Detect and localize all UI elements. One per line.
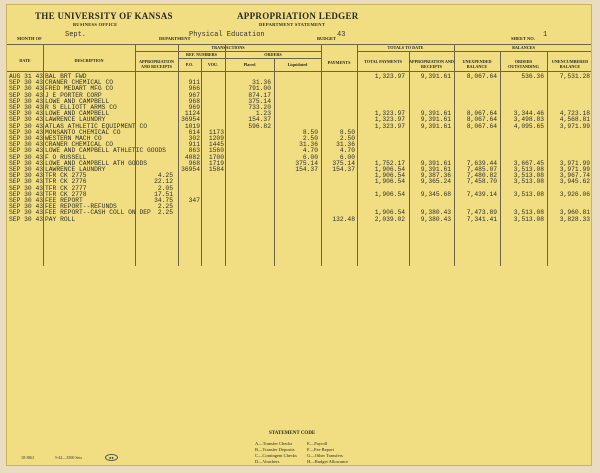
cell-outstanding: 536.36 (521, 73, 544, 80)
cell-po: 1124 (184, 110, 200, 118)
code-a: A—Transfer Checks (255, 441, 293, 446)
month-value: Sept. (65, 31, 87, 39)
col-placed: Placed (243, 62, 256, 67)
cell-approp-receipts: 9,391.61 (420, 122, 451, 130)
cell-date: SEP 30 43 (9, 122, 44, 130)
cell-total-payments: 1,323.97 (374, 110, 405, 118)
cell-approp-receipts: 9,345.68 (420, 190, 451, 198)
statement-code-title: STATEMENT CODE (269, 431, 316, 436)
cell-date: SEP 30 43 (9, 197, 44, 204)
col-ref-numbers: REF. NUMBERS (185, 52, 218, 57)
cell-po: 911 (188, 141, 200, 149)
cell-unencumbered: 3,960.81 (559, 209, 590, 217)
department-statement-label: DEPARTMENT STATEMENT (259, 22, 326, 27)
cell-date: SEP 30 43 (9, 104, 44, 111)
cell-po: 614 (188, 128, 200, 136)
cell-unencumbered: 3,828.33 (559, 215, 590, 223)
cell-liquidated: 154.37 (295, 166, 318, 173)
cell-date: SEP 30 43 (9, 166, 44, 173)
cell-total-payments: 1,906.54 (374, 178, 405, 186)
cell-placed: 31.36 (252, 79, 271, 87)
col-po: P.O. (185, 62, 194, 67)
cell-payments: 132.48 (332, 215, 355, 223)
cell-date: SEP 30 43 (9, 147, 44, 155)
cell-date: SEP 30 43 (9, 79, 44, 87)
cell-approp: 4.25 (157, 172, 173, 180)
cell-placed: 375.14 (248, 97, 271, 105)
cell-outstanding: 3,513.08 (513, 209, 544, 217)
cell-desc: LOWE AND CAMPBELL (45, 97, 110, 105)
cell-vou: 1173 (208, 128, 224, 136)
form-number: 18-3861 (21, 455, 35, 460)
cell-date: SEP 30 43 (9, 184, 44, 192)
cell-placed: 596.82 (248, 122, 271, 130)
col-total-payments: TOTAL PAYMENTS (364, 59, 402, 64)
cell-placed: 154.37 (248, 116, 271, 124)
cell-po: 1019 (184, 122, 200, 130)
cell-date: SEP 30 43 (9, 203, 44, 211)
col-transactions: TRANSACTIONS (211, 45, 245, 50)
cell-payments: 375.14 (332, 159, 355, 167)
cell-unexpended: 7,485.07 (466, 166, 497, 173)
cell-desc: FEE REPORT--CASH COLL ON DEP (45, 209, 151, 217)
cell-payments: 8.50 (339, 128, 355, 136)
budget-label: BUDGET (317, 36, 337, 41)
cell-approp: 34.75 (154, 197, 173, 204)
cell-placed: 874.17 (248, 91, 271, 99)
cell-unencumbered: 4,568.81 (559, 116, 590, 124)
cell-desc: R S ELLIOTT ARMS CO (45, 104, 117, 111)
cell-vou: 1584 (208, 166, 224, 173)
cell-date: SEP 30 43 (9, 97, 44, 105)
col-liquidated: Liquidated (287, 62, 308, 67)
cell-po: 968 (188, 159, 200, 167)
cell-payments: 31.36 (336, 141, 355, 149)
cell-date: SEP 30 43 (9, 209, 44, 217)
university-title: THE UNIVERSITY OF KANSAS (35, 11, 173, 21)
cell-po: 968 (188, 97, 200, 105)
cell-payments: 154.37 (332, 166, 355, 173)
department-value: Physical Education (189, 31, 265, 39)
cell-total-payments: 1,323.97 (374, 116, 405, 124)
cell-unexpended: 7,458.70 (466, 178, 497, 186)
ledger-row (7, 167, 592, 173)
cell-placed: 791.00 (248, 85, 271, 93)
cell-liquidated: 31.36 (299, 141, 318, 149)
col-date: DATE (19, 58, 31, 63)
cell-desc: TFR CK 2775 (45, 172, 87, 180)
code-b: B—Transfer Deposits (255, 447, 295, 452)
code-d: D—Vouchers (255, 459, 280, 464)
ledger-row (7, 148, 592, 154)
cell-desc: CRANER CHEMICAL CO (45, 79, 114, 87)
cell-date: SEP 30 43 (9, 116, 44, 124)
cell-liquidated: 6.00 (302, 153, 318, 161)
cell-desc: LOWE AND CAMPBELL ATHLETIC GOODS (45, 147, 166, 155)
cell-approp-receipts: 9,380.43 (420, 215, 451, 223)
col-appropriation: APPROPRIATION AND RECEIPTS (138, 59, 175, 69)
cell-desc: ATLAS ATHLETIC EQUIPMENT CO (45, 122, 148, 130)
col-orders: ORDERS (264, 52, 282, 57)
cell-po: 863 (188, 147, 200, 155)
cell-po: 967 (188, 91, 200, 99)
col-appropriation-receipts: APPROPRIATION AND RECEIPTS (409, 59, 454, 69)
cell-outstanding: 3,344.46 (513, 110, 544, 118)
cell-date: SEP 30 43 (9, 128, 44, 136)
cell-outstanding: 3,513.08 (513, 190, 544, 198)
cell-date: SEP 30 43 (9, 153, 44, 161)
cell-approp: 2.05 (157, 184, 173, 192)
cell-po: 911 (188, 79, 200, 87)
cell-unexpended: 7,439.14 (466, 190, 497, 198)
code-g: G—Other Transfers (307, 453, 343, 458)
cell-total-payments: 1,323.97 (374, 122, 405, 130)
cell-date: SEP 30 43 (9, 190, 44, 198)
budget-value: 43 (337, 31, 346, 39)
cell-date: SEP 30 43 (9, 91, 44, 99)
cell-unexpended: 8,067.64 (466, 122, 497, 130)
cell-vou: 1700 (208, 153, 224, 161)
code-h: H—Budget Allowance (307, 459, 349, 464)
col-description: DESCRIPTION (74, 58, 104, 63)
cell-unencumbered: 3,945.62 (559, 178, 590, 186)
cell-outstanding: 3,513.08 (513, 178, 544, 186)
cell-desc: CRANER CHEMICAL CO (45, 141, 114, 149)
cell-approp-receipts: 9,391.61 (420, 73, 451, 80)
cell-desc: WESTERN MACH CO (45, 135, 102, 142)
cell-desc: F O RUSSELL (45, 153, 87, 161)
cell-desc: J E PORTER CORP (45, 91, 102, 99)
cell-approp: 22.12 (154, 178, 173, 186)
code-e: E—Payroll (307, 441, 328, 446)
code-c: C—Contingent Checks (255, 453, 297, 458)
cell-outstanding: 3,513.08 (513, 166, 544, 173)
cell-outstanding: 3,667.45 (513, 159, 544, 167)
cell-po: 302 (188, 135, 200, 142)
cell-po: 347 (188, 197, 200, 204)
cell-outstanding: 3,498.83 (513, 116, 544, 124)
col-payments: PAYMENTS (327, 60, 351, 65)
cell-unexpended: 7,341.41 (466, 215, 497, 223)
cell-desc: TFR CK 2778 (45, 190, 87, 198)
cell-desc: LOWE AND CAMPBELL (45, 110, 110, 118)
cell-outstanding: 3,513.08 (513, 172, 544, 180)
cell-unexpended: 7,480.82 (466, 172, 497, 180)
month-label: MONTH OF (17, 36, 42, 41)
cell-unexpended: 8,067.64 (466, 116, 497, 124)
cell-date: SEP 30 43 (9, 178, 44, 186)
cell-approp-receipts: 9,387.36 (420, 172, 451, 180)
cell-placed: 1.23 (255, 110, 271, 118)
ledger-row (7, 173, 592, 179)
ledger-sheet (6, 4, 592, 466)
cell-liquidated: 375.14 (295, 159, 318, 167)
col-vou: VOU. (207, 62, 219, 67)
business-office-label: BUSINESS OFFICE (73, 22, 118, 27)
col-balances: BALANCES (512, 45, 535, 50)
cell-desc: BAL BRT FWD (45, 73, 87, 80)
cell-desc: PAY ROLL (45, 215, 76, 223)
cell-po: 36954 (181, 166, 200, 173)
cell-date: SEP 30 43 (9, 215, 44, 223)
cell-desc: FEE REPORT (45, 197, 83, 204)
cell-liquidated: 8.50 (302, 128, 318, 136)
cell-total-payments: 1,752.17 (374, 159, 405, 167)
cell-date: SEP 30 43 (9, 135, 44, 142)
department-label: DEPARTMENT (159, 36, 191, 41)
cell-po: 4082 (184, 153, 200, 161)
ledger-title: APPROPRIATION LEDGER (237, 11, 359, 21)
cell-payments: 4.70 (339, 147, 355, 155)
cell-desc: FEE REPORT--REFUNDS (45, 203, 117, 211)
cell-date: AUG 31 43 (9, 73, 44, 80)
cell-date: SEP 30 43 (9, 110, 44, 118)
cell-unencumbered: 7,531.28 (559, 73, 590, 80)
ledger-row (7, 179, 592, 185)
cell-approp-receipts: 9,380.43 (420, 209, 451, 217)
cell-total-payments: 2,039.02 (374, 215, 405, 223)
cell-unencumbered: 3,971.99 (559, 122, 590, 130)
cell-placed: 733.20 (248, 104, 271, 111)
cell-date: SEP 30 43 (9, 85, 44, 93)
ledger-row (7, 186, 592, 192)
cell-unencumbered: 3,967.74 (559, 172, 590, 180)
cell-unexpended: 7,473.89 (466, 209, 497, 217)
print-date: 5-42—3500 Sets (55, 455, 82, 460)
cell-desc: FRED MEDART MFG CO (45, 85, 114, 93)
ledger-row (7, 210, 592, 216)
cell-date: SEP 30 43 (9, 141, 44, 149)
union-label-icon: ●● (105, 454, 118, 461)
cell-total-payments: 1,906.54 (374, 190, 405, 198)
cell-unencumbered: 3,971.99 (559, 159, 590, 167)
cell-liquidated: 4.70 (302, 147, 318, 155)
cell-desc: TFR CK 2777 (45, 184, 87, 192)
col-totals: TOTALS TO DATE (387, 45, 424, 50)
cell-approp-receipts: 9,391.61 (420, 116, 451, 124)
cell-po: 966 (188, 85, 200, 93)
cell-unencumbered: 3,926.06 (559, 190, 590, 198)
cell-unencumbered: 3,971.99 (559, 166, 590, 173)
cell-approp-receipts: 9,391.61 (420, 159, 451, 167)
cell-unexpended: 7,639.44 (466, 159, 497, 167)
col-unencumbered: UNENCUMBERED BALANCE (551, 59, 589, 69)
cell-desc: LOWE AND CAMPBELL ATH GOODS (45, 159, 148, 167)
cell-desc: TFR CK 2776 (45, 178, 87, 186)
cell-vou: 1445 (208, 141, 224, 149)
cell-total-payments: 1,906.54 (374, 209, 405, 217)
totals-balances-rule (357, 51, 592, 52)
cell-vou: 1209 (208, 135, 224, 142)
cell-approp: 17.51 (154, 190, 173, 198)
cell-vou: 1560 (208, 147, 224, 155)
cell-po: 969 (188, 104, 200, 111)
cell-approp-receipts: 9,391.61 (420, 166, 451, 173)
cell-unexpended: 8,067.64 (466, 110, 497, 118)
cell-vou: 1719 (208, 159, 224, 167)
cell-desc: LAWRENCE LAUNDRY (45, 116, 106, 124)
cell-approp: 2.25 (157, 203, 173, 211)
cell-outstanding: 3,513.08 (513, 215, 544, 223)
sheet-no-value: 1 (543, 31, 548, 39)
cell-approp: 2.25 (157, 209, 173, 217)
cell-date: SEP 30 43 (9, 172, 44, 180)
cell-payments: 6.00 (339, 153, 355, 161)
ref-orders-rule (178, 58, 321, 59)
cell-total-payments: 1,906.54 (374, 172, 405, 180)
cell-outstanding: 4,095.65 (513, 122, 544, 130)
cell-total-payments: 1,323.97 (374, 73, 405, 80)
cell-date: SEP 30 43 (9, 159, 44, 167)
col-unexpended: UNEXPENDED BALANCE (462, 59, 492, 69)
cell-desc: LAWRENCE LAUNDRY (45, 166, 106, 173)
cell-total-payments: 1,906.54 (374, 166, 405, 173)
cell-po: 36954 (181, 116, 200, 124)
ledger-row (7, 192, 592, 198)
sheet-no-label: SHEET NO. (511, 36, 535, 41)
cell-unencumbered: 4,723.18 (559, 110, 590, 118)
cell-unexpended: 8,067.64 (466, 73, 497, 80)
col-orders-outstanding: ORDERS OUTSTANDING (508, 59, 539, 69)
code-f: F—Fee Report (307, 447, 334, 452)
cell-approp-receipts: 9,365.24 (420, 178, 451, 186)
cell-desc: MONSANTO CHEMICAL CO (45, 128, 121, 136)
cell-payments: 2.50 (339, 135, 355, 142)
ledger-row (7, 217, 592, 223)
header-rule-bottom (7, 71, 592, 72)
cell-liquidated: 2.50 (302, 135, 318, 142)
cell-approp-receipts: 9,391.61 (420, 110, 451, 118)
